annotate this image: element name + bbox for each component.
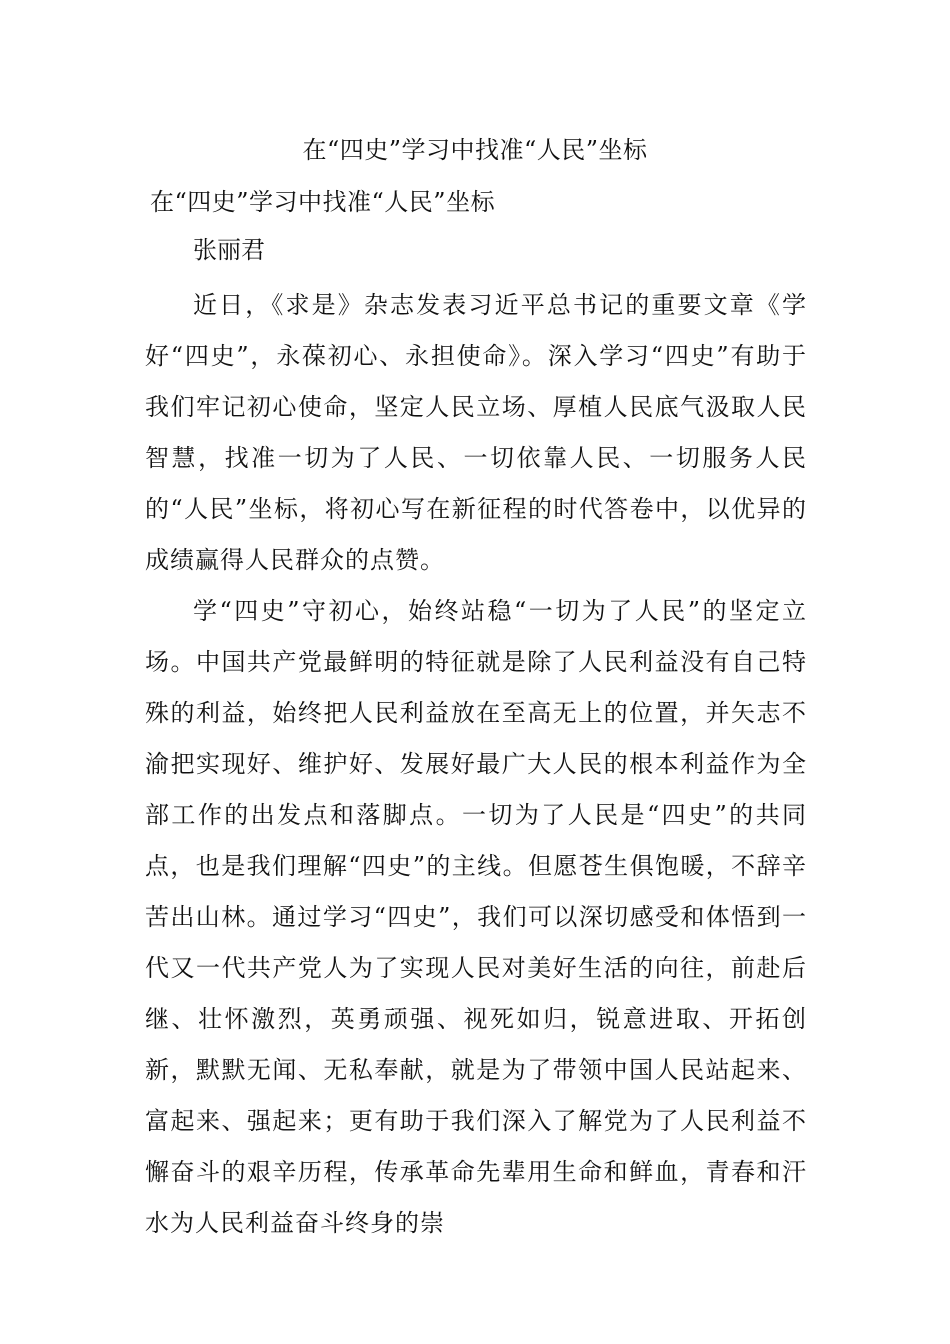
paragraph: 近日，《求是》杂志发表习近平总书记的重要文章《学好“四史”，永葆初心、永担使命》。深入学习“四史”有助于我们牢记初心使命，坚定人民立场、厚植人民底气汲取人民智慧，找准一切为了人民、一切依靠人民、一切服务人民的“人民”坐标，将初心写在新征程的时代答卷中，以优异的成绩赢得人民群众的点赞。	[145, 291, 807, 574]
document-title: 在“四史”学习中找准“人民”坐标	[302, 136, 648, 164]
document-subtitle: 在“四史”学习中找准“人民”坐标	[150, 188, 496, 216]
article-body	[145, 280, 807, 1249]
author-name: 张丽君	[193, 236, 265, 264]
paragraph: 学“四史”守初心，始终站稳“一切为了人民”的坚定立场。中国共产党最鲜明的特征就是除了人民利益没有自己特殊的利益，始终把人民利益放在至高无上的位置，并矢志不渝把实现好、维护好、发展好最广大人民的根本利益作为全部工作的出发点和落脚点。一切为了人民是“四史”的共同点，也是我们理解“四史”的主线。但愿苍生俱饱暖，不辞辛苦出山林。通过学习“四史”，我们可以深切感受和体悟到一代又一代共产党人为了实现人民对美好生活的向往，前赴后继、壮怀激烈，英勇顽强、视死如归，锐意进取、开拓创新，默默无闻、无私奉献，就是为了带领中国人民站起来、富起来、强起来；更有助于我们深入了解党为了人民利益不懈奋斗的艰辛历程，传承革命先辈用生命和鲜血，青春和汗水为人民利益奋斗终身的崇	[145, 597, 807, 1237]
